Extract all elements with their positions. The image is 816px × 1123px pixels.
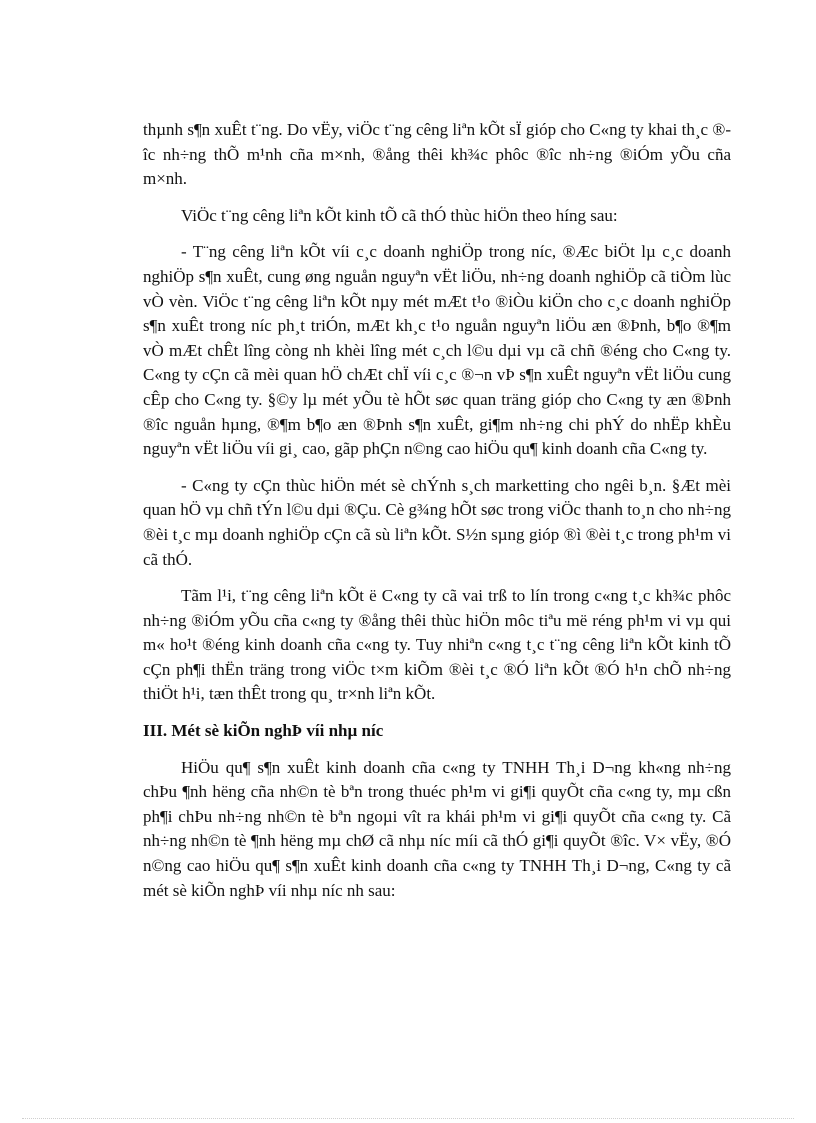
paragraph-domestic-linkage: - T¨ng cêng liªn kÕt víi c¸c doanh nghiÖp trong níc, ®Æc biÖt lµ c¸c doanh nghiÖp s¶n xuÊt, cung øng nguån nguyªn vËt liÖu, nh÷ng doanh nghiÖp cã tiÒm lùc vÒ vèn. ViÖc t¨ng cêng liªn kÕt nµy mét mÆt t¹o ®iÒu kiÖn cho c¸c doanh nghiÖp s¶n xuÊt trong níc ph¸t triÓn, mÆt kh¸c t¹o nguån nguyªn liÖu æn ®Þnh, b¶o ®¶m vÒ mÆt chÊt lîng còng nh khèi lîng mét c¸ch l©u dµi vµ cã chñ ®éng cho C«ng ty. C«ng ty cÇn cã mèi quan hÖ chÆt chÏ víi c¸c ®¬n vÞ s¶n xuÊt nguyªn vËt liÖu cung cÊp cho C«ng ty. §©y lµ mét yÕu tè hÕt søc quan träng gióp cho C«ng ty æn ®Þnh ®îc nguån hµng, ®¶m b¶o æn ®Þnh s¶n xuÊt, gi¶m nh÷ng chi phÝ do nhËp khÈu nguyªn vËt liÖu víi gi¸ cao, gãp phÇn n©ng cao hiÖu qu¶ kinh doanh cña C«ng ty. <box>143 242 731 459</box>
paragraph-continuation: thµnh s¶n xuÊt t¨ng. Do vËy, viÖc t¨ng cêng liªn kÕt sÏ gióp cho C«ng ty khai th¸c ®îc nh÷ng thÕ m¹nh cña m×nh, ®ång thêi kh¾c phôc ®îc nh÷ng ®iÓm yÕu cña m×nh. <box>143 120 731 189</box>
paragraph-spacer <box>143 192 731 204</box>
document-body <box>143 118 731 903</box>
paragraph-summary: Tãm l¹i, t¨ng cêng liªn kÕt ë C«ng ty cã vai trß to lín trong c«ng t¸c kh¾c phôc nh÷ng ®iÓm yÕu cña c«ng ty ®ång thêi thùc hiÖn môc tiªu më réng ph¹m vi vµ qui m« ho¹t ®éng kinh doanh cña c«ng ty. Tuy nhiªn c«ng t¸c t¨ng cêng liªn kÕt kinh tÕ cÇn ph¶i thËn träng trong viÖc t×m kiÕm ®èi t¸c ®Ó liªn kÕt ®Ó h¹n chÕ nh÷ng thiÖt h¹i, tæn thÊt trong qu¸ tr×nh liªn kÕt. <box>143 586 731 704</box>
paragraph-intro-directions: ViÖc t¨ng cêng liªn kÕt kinh tÕ cã thÓ thùc hiÖn theo híng sau: <box>181 205 618 225</box>
paragraph-spacer <box>143 744 731 756</box>
paragraph-spacer <box>143 572 731 584</box>
paragraph-spacer <box>143 462 731 474</box>
paragraph-marketing-policy: - C«ng ty cÇn thùc hiÖn mét sè chÝnh s¸ch marketting cho ngêi b¸n. §Æt mèi quan hÖ vµ chñ tÝn l©u dµi ®Çu. Cè g¾ng hÕt søc trong viÖc thanh to¸n cho nh÷ng ®èi t¸c mµ doanh nghiÖp cÇn cã sù liªn kÕt. S½n sµng gióp ®ì ®èi t¸c trong ph¹m vi cã thÓ. <box>143 475 731 569</box>
page-bottom-divider <box>22 1118 794 1119</box>
paragraph-spacer <box>143 707 731 719</box>
section-heading: III. Mét sè kiÕn nghÞ víi nhµ níc <box>143 721 384 741</box>
paragraph-spacer <box>143 228 731 240</box>
paragraph-recommendations: HiÖu qu¶ s¶n xuÊt kinh doanh cña c«ng ty TNHH Th¸i D¬ng kh«ng nh÷ng chÞu ¶nh hëng cña nh©n tè bªn trong thuéc ph¹m vi gi¶i quyÕt cña c«ng ty, mµ cßn ph¶i chÞu nh÷ng nh©n tè bªn ngoµi vît ra khái ph¹m vi gi¶i quyÕt cña c«ng ty. Cã nh÷ng nh©n tè ¶nh hëng mµ chØ cã nhµ níc míi cã thÓ gi¶i quyÕt ®îc. V× vËy, ®Ó n©ng cao hiÖu qu¶ s¶n xuÊt kinh doanh cña c«ng ty TNHH Th¸i D¬ng, C«ng ty cã mét sè kiÕn nghÞ víi nhµ níc nh sau: <box>143 757 731 900</box>
